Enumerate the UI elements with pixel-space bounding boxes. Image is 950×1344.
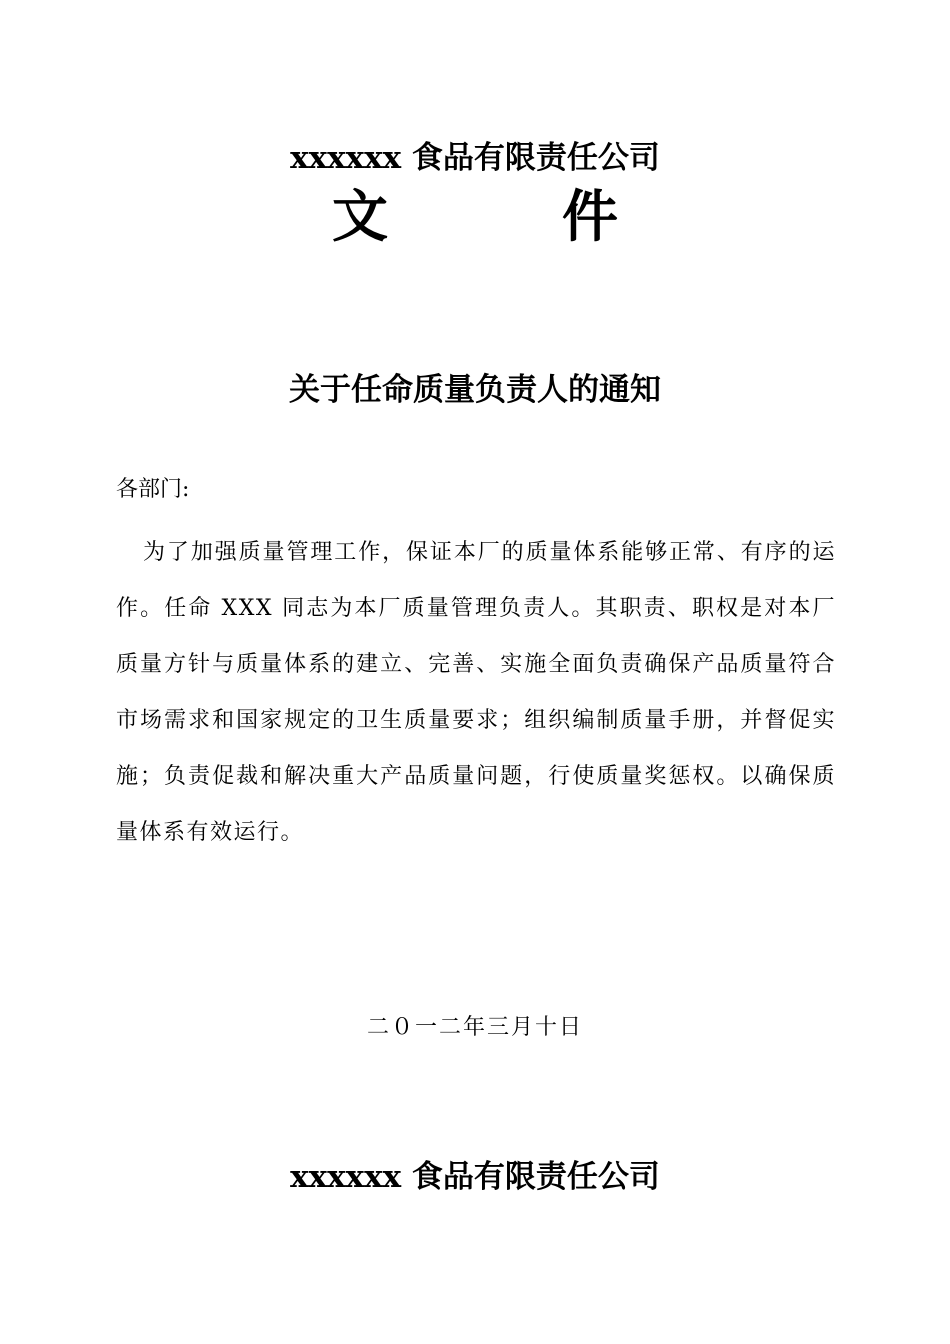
issue-date: 二０一二年三月十日 <box>366 1015 583 1040</box>
company-header: xxxxxx 食品有限责任公司 <box>290 140 660 176</box>
salutation: 各部门: <box>116 477 190 502</box>
document-label-char-2: 件 <box>562 184 618 250</box>
document-label-char-1: 文 <box>332 184 388 250</box>
notice-title: 关于任命质量负责人的通知 <box>289 372 661 408</box>
company-signature: xxxxxx 食品有限责任公司 <box>290 1159 660 1195</box>
notice-body: 为了加强质量管理工作，保证本厂的质量体系能够正常、有序的运作。任命 XXX 同志为本厂质量管理负责人。其职责、职权是对本厂质量方针与质量体系的建立、完善、实施全面负责确保产品质量符合市场需求和国家规定的卫生质量要求；组织编制质量手册，并督促实施；负责促裁和解决重大产品质量问题，行使质量奖惩权。以确保质量体系有效运行。 <box>116 540 836 845</box>
